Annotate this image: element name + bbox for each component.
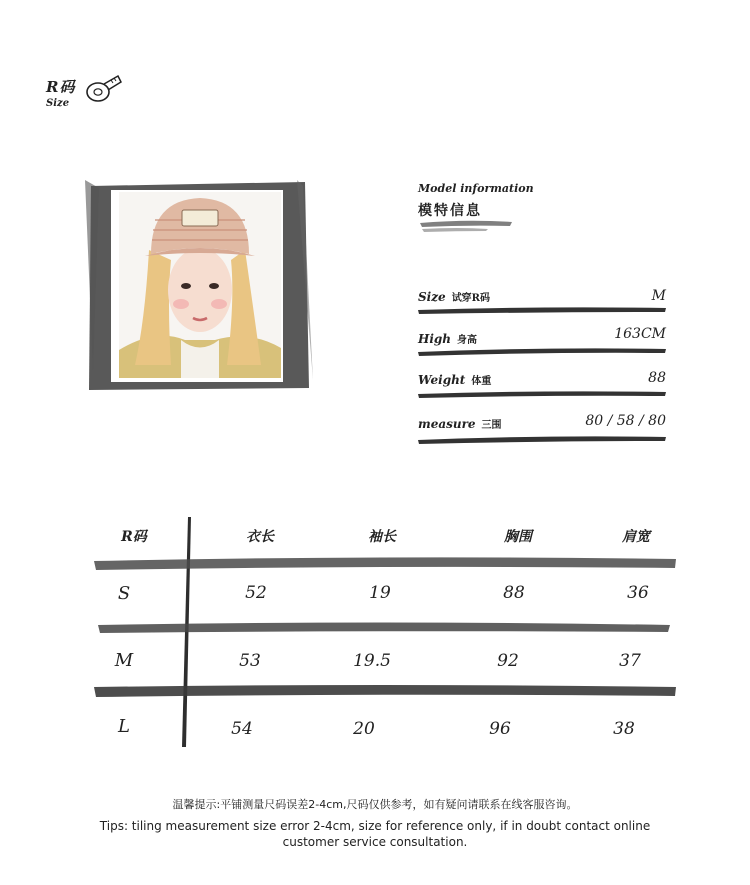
size-heading: R码 — [46, 78, 76, 96]
tip-english: Tips: tiling measurement size error 2-4cm, size for reference only, if in doubt contact online customer service consultation. — [99, 819, 651, 849]
table-cell: 36 — [627, 583, 649, 603]
model-size-value: M — [651, 288, 666, 304]
table-header-sleeve: 袖长 — [368, 529, 396, 545]
table-cell: 53 — [239, 651, 261, 671]
table-header-chest: 胸围 — [504, 529, 532, 545]
table-cell: 52 — [245, 583, 267, 603]
table-cell: 54 — [231, 719, 253, 739]
table-cell: 19.5 — [353, 651, 391, 671]
table-cell: 20 — [353, 719, 375, 739]
table-cell: 88 — [503, 583, 525, 603]
model-weight-label: Weight 体重 — [418, 373, 492, 387]
model-measure-label: measure 三围 — [418, 417, 502, 431]
model-size-label: Size 试穿R码 — [418, 290, 490, 304]
size-subheading: Size — [46, 98, 70, 109]
model-weight-value: 88 — [648, 370, 666, 386]
brush-underline — [418, 219, 514, 233]
row-size-l: L — [118, 716, 130, 737]
tip-chinese: 温馨提示:平铺测量尺码误差2-4cm,尺码仅供参考，如有疑问请联系在线客服咨询。 — [172, 798, 578, 811]
model-info-subtitle: 模特信息 — [418, 203, 482, 219]
tape-measure-icon — [84, 72, 122, 106]
table-cell: 37 — [619, 651, 641, 671]
table-cell: 19 — [369, 583, 391, 603]
model-height-label: High 身高 — [418, 332, 478, 346]
table-cell: 96 — [489, 719, 511, 739]
table-header-size: R码 — [121, 529, 147, 545]
size-table-grid — [90, 515, 680, 750]
table-cell: 38 — [613, 719, 635, 739]
model-measure-value: 80 / 58 / 80 — [585, 413, 666, 429]
row-size-m: M — [114, 650, 134, 671]
model-info-title: Model information — [418, 182, 534, 195]
table-cell: 92 — [497, 651, 519, 671]
table-header-length: 衣长 — [246, 529, 274, 545]
row-size-s: S — [117, 583, 131, 604]
model-height-value: 163CM — [614, 326, 666, 342]
table-header-shoulder: 肩宽 — [622, 529, 650, 545]
model-info-rule-lines — [416, 300, 668, 450]
model-photo — [85, 180, 313, 392]
